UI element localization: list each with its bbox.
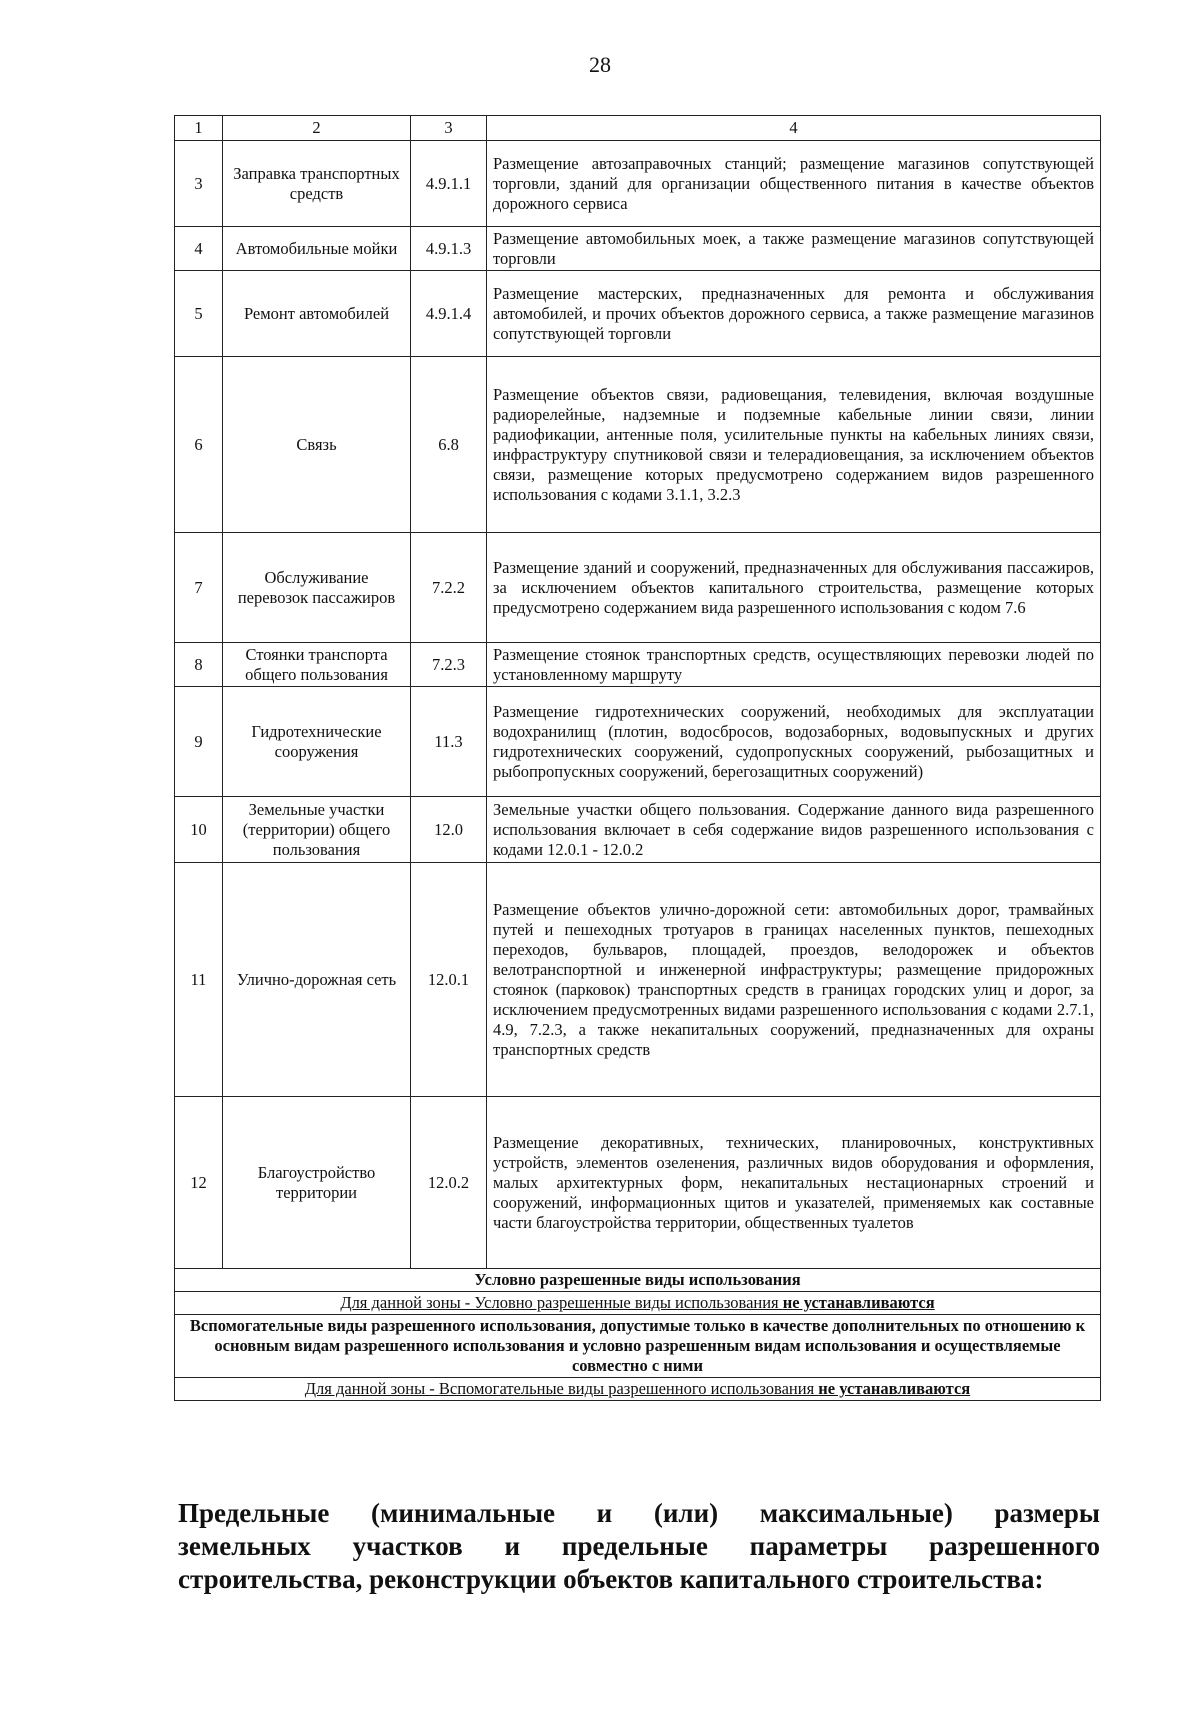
use-description: Размещение декоративных, технических, планировочных, конструктивных устройств, элементов озеленения, различных видов оборудования и оформления, малых архитектурных форм, некапитальных нестационарных строений и сооружений, информационных щитов и указателей, применяемых как составные части благоустройства территории, общественных туалетов: [487, 1097, 1101, 1269]
use-description: Размещение мастерских, предназначенных для ремонта и обслуживания автомобилей, и прочих объектов дорожного сервиса, а также размещение магазинов сопутствующей торговли: [487, 271, 1101, 357]
table-row: [175, 141, 1101, 227]
row-number: 3: [175, 141, 223, 227]
heading-line-1: Предельные (минимальные и (или) максимальные) размеры: [178, 1498, 1100, 1528]
use-name: Ремонт автомобилей: [223, 271, 411, 357]
row-number: 4: [175, 227, 223, 271]
table-row: [175, 643, 1101, 687]
use-name: Улично-дорожная сеть: [223, 863, 411, 1097]
conditional-uses-title-row: [175, 1269, 1101, 1292]
table-row: [175, 357, 1101, 533]
use-description: Земельные участки общего пользования. Содержание данного вида разрешенного использования включает в себя содержание видов разрешенного использования с кодами 12.0.1 - 12.0.2: [487, 797, 1101, 863]
section-heading: [178, 1497, 1100, 1596]
use-code: 4.9.1.1: [411, 141, 487, 227]
row-number: 10: [175, 797, 223, 863]
use-code: 6.8: [411, 357, 487, 533]
use-description: Размещение гидротехнических сооружений, необходимых для эксплуатации водохранилищ (плотин, водосбросов, водозаборных, водовыпускных и других гидротехнических сооружений, судопропускных сооружений, рыбозащитных и рыбопропускных сооружений, берегозащитных сооружений): [487, 687, 1101, 797]
auxiliary-uses-note: [175, 1378, 1101, 1401]
auxiliary-uses-title: Вспомогательные виды разрешенного использования, допустимые только в качестве дополнительных по отношению к основным видам разрешенного использования и условно разрешенным видам использования и осуществляемые совместно с ними: [175, 1315, 1101, 1378]
row-number: 8: [175, 643, 223, 687]
header-col-1: 1: [175, 116, 223, 141]
conditional-note-text: Для данной зоны - Условно разрешенные виды использования: [340, 1293, 783, 1312]
conditional-uses-title: Условно разрешенные виды использования: [175, 1269, 1101, 1292]
use-name: Обслуживание перевозок пассажиров: [223, 533, 411, 643]
use-description: Размещение автозаправочных станций; размещение магазинов сопутствующей торговли, зданий для организации общественного питания в качестве объектов дорожного сервиса: [487, 141, 1101, 227]
header-col-3: 3: [411, 116, 487, 141]
use-code: 12.0.1: [411, 863, 487, 1097]
table-row: [175, 1097, 1101, 1269]
use-description: Размещение объектов связи, радиовещания, телевидения, включая воздушные радиорелейные, надземные и подземные кабельные линии связи, линии радиофикации, антенные поля, усилительные пункты на кабельных линиях связи, инфраструктуру спутниковой связи и телерадиовещания, за исключением объектов связи, размещение которых предусмотрено содержанием видов разрешенного использования с кодами 3.1.1, 3.2.3: [487, 357, 1101, 533]
use-name: Связь: [223, 357, 411, 533]
use-name: Гидротехнические сооружения: [223, 687, 411, 797]
table-row: [175, 797, 1101, 863]
table-row: [175, 687, 1101, 797]
table-header-row: [175, 116, 1101, 141]
heading-line-2: земельных участков и предельные параметры разрешенного: [178, 1531, 1100, 1561]
header-col-2: 2: [223, 116, 411, 141]
use-name: Благоустройство территории: [223, 1097, 411, 1269]
auxiliary-uses-note-row: [175, 1378, 1101, 1401]
use-description: Размещение объектов улично-дорожной сети: автомобильных дорог, трамвайных путей и пешеходных тротуаров в границах населенных пунктов, пешеходных переходов, бульваров, площадей, проездов, велодорожек и объектов велотранспортной и инженерной инфраструктуры; размещение придорожных стоянок (парковок) транспортных средств в границах городских улиц и дорог, за исключением предусмотренных видами разрешенного использования с кодами 2.7.1, 4.9, 7.2.3, а также некапитальных сооружений, предназначенных для охраны транспортных средств: [487, 863, 1101, 1097]
header-col-4: 4: [487, 116, 1101, 141]
use-name: Земельные участки (территории) общего пользования: [223, 797, 411, 863]
land-use-table: [174, 115, 1101, 1401]
use-code: 4.9.1.4: [411, 271, 487, 357]
row-number: 9: [175, 687, 223, 797]
use-description: Размещение стоянок транспортных средств, осуществляющих перевозки людей по установленному маршруту: [487, 643, 1101, 687]
use-name: Автомобильные мойки: [223, 227, 411, 271]
row-number: 5: [175, 271, 223, 357]
table-row: [175, 271, 1101, 357]
use-description: Размещение зданий и сооружений, предназначенных для обслуживания пассажиров, за исключением объектов капитального строительства, размещение которых предусмотрено содержанием вида разрешенного использования с кодом 7.6: [487, 533, 1101, 643]
auxiliary-note-bold: не устанавливаются: [818, 1379, 971, 1398]
use-code: 4.9.1.3: [411, 227, 487, 271]
conditional-uses-note-row: [175, 1292, 1101, 1315]
row-number: 7: [175, 533, 223, 643]
row-number: 6: [175, 357, 223, 533]
use-code: 7.2.3: [411, 643, 487, 687]
heading-line-3: строительства, реконструкции объектов капитального строительства:: [178, 1564, 1044, 1594]
use-code: 7.2.2: [411, 533, 487, 643]
use-name: Заправка транспортных средств: [223, 141, 411, 227]
auxiliary-uses-title-row: [175, 1315, 1101, 1378]
use-description: Размещение автомобильных моек, а также размещение магазинов сопутствующей торговли: [487, 227, 1101, 271]
conditional-note-bold: не устанавливаются: [782, 1293, 935, 1312]
table-row: [175, 863, 1101, 1097]
use-code: 11.3: [411, 687, 487, 797]
table-row: [175, 227, 1101, 271]
conditional-uses-note: [175, 1292, 1101, 1315]
use-code: 12.0: [411, 797, 487, 863]
page-number: 28: [589, 52, 611, 77]
use-code: 12.0.2: [411, 1097, 487, 1269]
use-name: Стоянки транспорта общего пользования: [223, 643, 411, 687]
auxiliary-note-text: Для данной зоны - Вспомогательные виды разрешенного использования: [304, 1379, 819, 1398]
row-number: 12: [175, 1097, 223, 1269]
table-row: [175, 533, 1101, 643]
row-number: 11: [175, 863, 223, 1097]
